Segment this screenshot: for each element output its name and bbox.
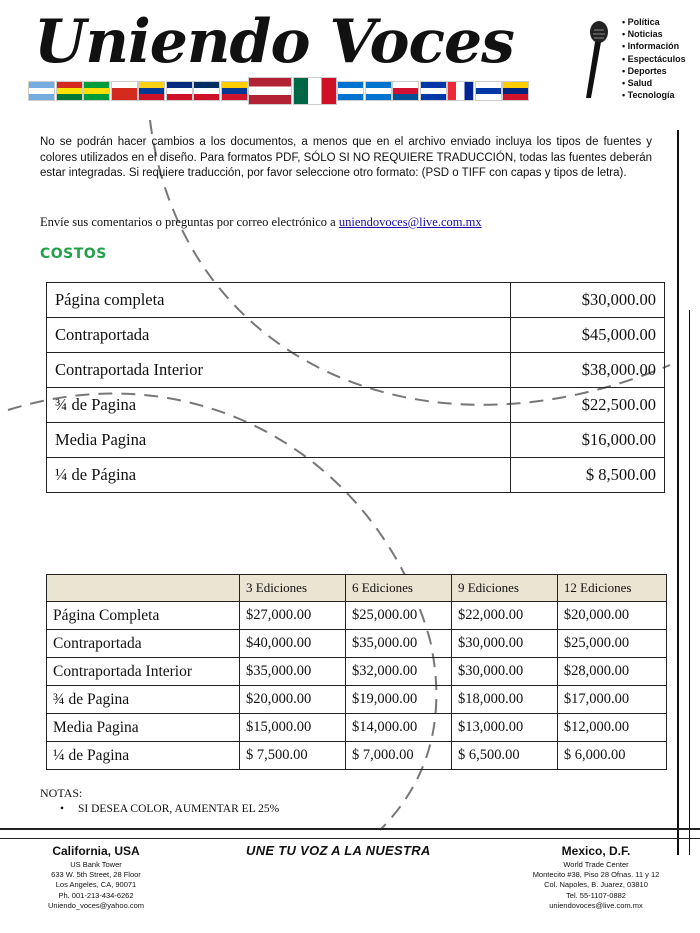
price-cell: $13,000.00 — [451, 714, 557, 742]
price-cell: $32,000.00 — [345, 658, 451, 686]
ad-price: $16,000.00 — [511, 423, 665, 458]
footer-office-usa — [26, 844, 166, 911]
flag-icon — [193, 81, 220, 101]
table-row — [47, 714, 667, 742]
ad-type: ¾ de Pagina — [47, 686, 240, 714]
table-row — [47, 630, 667, 658]
price-cell: $12,000.00 — [557, 714, 666, 742]
flag-icon — [28, 81, 55, 101]
section-item-noticias: • Noticias — [622, 28, 686, 40]
price-cell: $30,000.00 — [451, 658, 557, 686]
price-cell: $28,000.00 — [557, 658, 666, 686]
flag-icon — [56, 81, 83, 101]
flag-icon — [502, 81, 529, 101]
notes-list — [60, 803, 279, 815]
office-city: Mexico, D.F. — [561, 844, 631, 858]
flag-icon — [166, 81, 193, 101]
contact-line — [40, 215, 482, 230]
contact-email-link[interactable]: uniendovoces@live.com.mx — [338, 215, 482, 229]
flag-icon — [392, 81, 419, 101]
intro-paragraph: No se podrán hacer cambios a los documentos, a menos que en el archivo enviado incluya los tipos de fuentes y colores utilizados en el diseño. Para formatos PDF, SÓLO SI NO REQUIERE TRADUCCIÓN, todas las fuentes deberán estar integradas. Si requiere traducción, por favor seleccione otro formato: (PSD o TIFF con capas y tipos de letra). — [40, 136, 652, 179]
price-cell: $27,000.00 — [240, 602, 346, 630]
footer-office-mexico — [516, 844, 676, 911]
office-line: Los Angeles, CA, 90071 — [55, 880, 137, 890]
price-cell: $20,000.00 — [557, 602, 666, 630]
office-line: US Bank Tower — [70, 860, 122, 869]
price-cell: $22,000.00 — [451, 602, 557, 630]
office-email[interactable]: uniendovoces@live.com.mx — [549, 900, 643, 910]
table-row — [47, 423, 665, 458]
flag-icon — [221, 81, 248, 101]
multi-edition-price-table — [46, 574, 667, 770]
flag-icon — [475, 81, 502, 101]
office-line: 633 W. 5th Street, 28 Floor — [51, 870, 141, 880]
section-item-espectaculos: • Espectáculos — [622, 53, 686, 65]
ad-type: Contraportada — [47, 630, 240, 658]
table-row — [47, 602, 667, 630]
ad-price: $22,500.00 — [511, 388, 665, 423]
vertical-rule — [689, 310, 690, 855]
ad-price: $45,000.00 — [511, 318, 665, 353]
slogan: UNE TU VOZ A LA NUESTRA — [246, 843, 431, 858]
column-header: 9 Ediciones — [451, 575, 557, 602]
office-city: California, USA — [52, 844, 140, 858]
ad-price: $30,000.00 — [511, 283, 665, 318]
table-row — [47, 283, 665, 318]
section-item-tecnologia: • Tecnología — [622, 89, 686, 101]
section-item-salud: • Salud — [622, 77, 686, 89]
price-cell: $30,000.00 — [451, 630, 557, 658]
column-header — [47, 575, 240, 602]
office-line: Ph. 001-213-434-6262 — [58, 890, 134, 900]
price-cell: $20,000.00 — [240, 686, 346, 714]
table-row — [47, 742, 667, 770]
flag-icon — [337, 81, 364, 101]
table-row — [47, 353, 665, 388]
price-cell: $40,000.00 — [240, 630, 346, 658]
ad-type: Media Pagina — [47, 423, 511, 458]
ad-type: Contraportada Interior — [47, 658, 240, 686]
price-cell: $14,000.00 — [345, 714, 451, 742]
ad-type: ¼ de Página — [47, 458, 511, 493]
flag-icon — [138, 81, 165, 101]
flag-icon — [420, 81, 447, 101]
flag-icon — [447, 81, 474, 101]
vertical-rule — [677, 130, 679, 855]
flag-icon — [83, 81, 110, 101]
ad-price: $ 8,500.00 — [511, 458, 665, 493]
office-line: Col. Napoles, B. Juarez, 03810 — [544, 880, 648, 890]
ad-type: ¼ de Pagina — [47, 742, 240, 770]
office-line: World Trade Center — [563, 860, 629, 869]
price-cell: $ 7,000.00 — [345, 742, 451, 770]
price-cell: $15,000.00 — [240, 714, 346, 742]
office-line: Montecito #38, Piso 28 Ofnas. 11 y 12 — [532, 870, 660, 880]
price-cell: $25,000.00 — [557, 630, 666, 658]
note-item: • SI DESEA COLOR, AUMENTAR EL 25% — [60, 803, 279, 815]
table-row — [47, 686, 667, 714]
price-cell: $19,000.00 — [345, 686, 451, 714]
column-header: 3 Ediciones — [240, 575, 346, 602]
flag-icon — [248, 77, 292, 105]
section-item-informacion: • Información — [622, 40, 686, 52]
ad-type: Contraportada Interior — [47, 353, 511, 388]
contact-text: Envíe sus comentarios o preguntas por correo electrónico a — [40, 215, 339, 229]
logo-wordmark: Uniendo Voces — [34, 7, 514, 77]
section-item-politica: • Política — [622, 16, 686, 28]
table-row — [47, 318, 665, 353]
notes-title: NOTAS: — [40, 786, 83, 800]
ad-price: $38,000.00 — [511, 353, 665, 388]
ad-type: Página Completa — [47, 602, 240, 630]
price-cell: $18,000.00 — [451, 686, 557, 714]
country-flags-strip — [28, 76, 588, 106]
price-cell: $35,000.00 — [345, 630, 451, 658]
office-email[interactable]: Uniendo_voces@yahoo.com — [47, 900, 144, 910]
section-item-deportes: • Deportes — [622, 65, 686, 77]
flag-icon — [111, 81, 138, 101]
ad-type: Contraportada — [47, 318, 511, 353]
single-edition-price-table — [46, 282, 665, 493]
price-cell: $25,000.00 — [345, 602, 451, 630]
flag-icon — [293, 77, 337, 105]
footer-rule — [0, 838, 700, 839]
price-cell: $35,000.00 — [240, 658, 346, 686]
table-row — [47, 658, 667, 686]
costos-heading: COSTOS — [40, 246, 107, 262]
column-header: 6 Ediciones — [345, 575, 451, 602]
footer-rule — [0, 828, 700, 830]
price-cell: $ 6,000.00 — [557, 742, 666, 770]
flag-icon — [365, 81, 392, 101]
table-row — [47, 458, 665, 493]
price-cell: $17,000.00 — [557, 686, 666, 714]
price-cell: $ 6,500.00 — [451, 742, 557, 770]
ad-type: Media Pagina — [47, 714, 240, 742]
sections-list — [622, 16, 686, 101]
table-header-row — [47, 575, 667, 602]
price-cell: $ 7,500.00 — [240, 742, 346, 770]
ad-type: Página completa — [47, 283, 511, 318]
table-row — [47, 388, 665, 423]
ad-type: ¾ de Pagina — [47, 388, 511, 423]
office-line: Tel. 55-1107-0882 — [566, 890, 626, 900]
column-header: 12 Ediciones — [557, 575, 666, 602]
